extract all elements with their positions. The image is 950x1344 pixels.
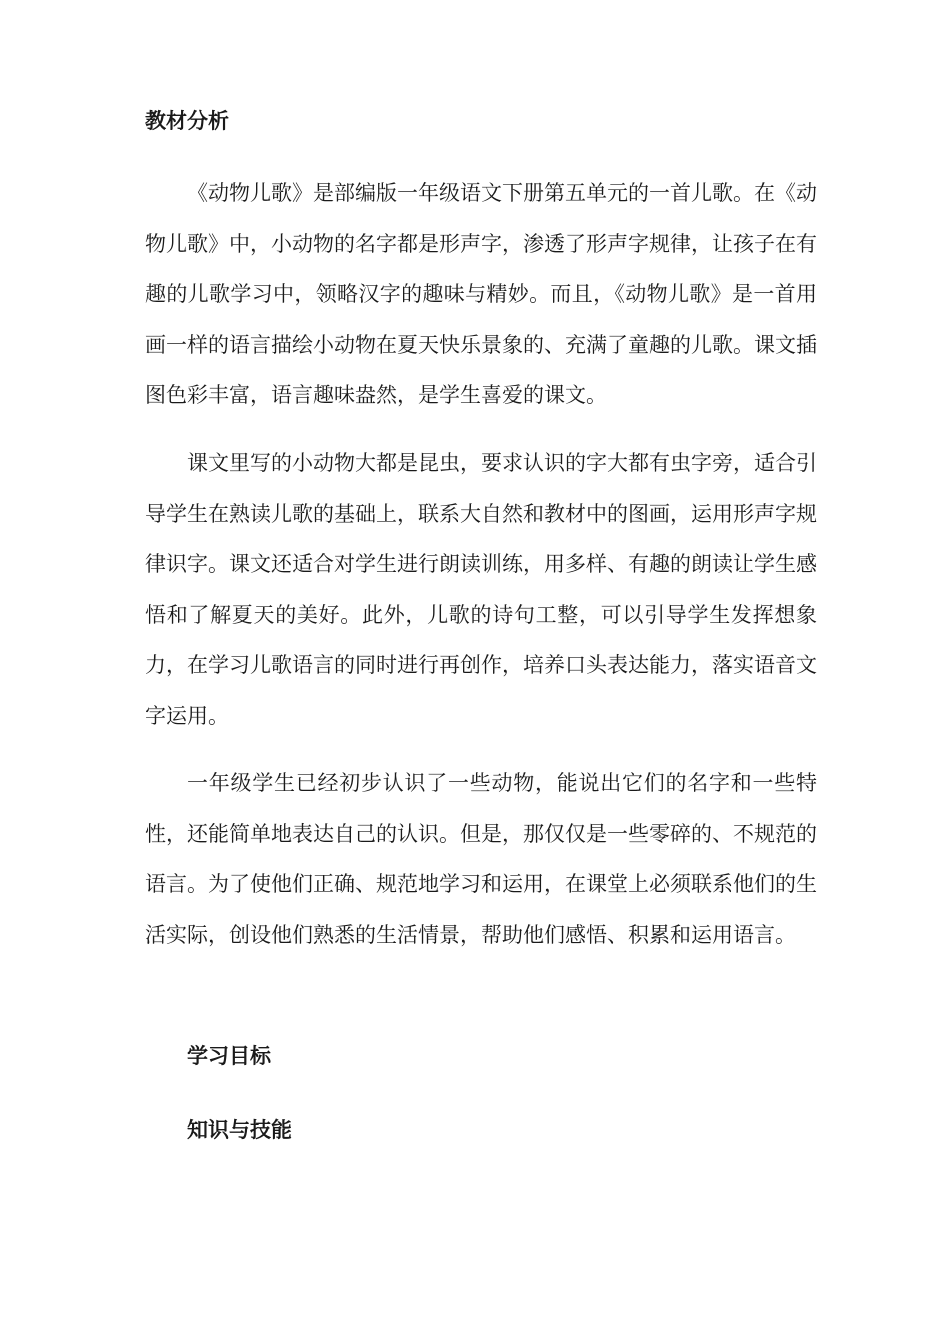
- section-heading-textbook-analysis: 教材分析: [145, 109, 229, 133]
- section-heading-knowledge-skills: 知识与技能: [187, 1118, 292, 1142]
- paragraph-teaching-approach: 课文里写的小动物大都是昆虫，要求认识的字大都有虫字旁，适合引导学生在熟读儿歌的基础上，联系大自然和教材中的图画，运用形声字规律识字。课文还适合对学生进行朗读训练，用多样、有趣的朗读让学生感悟和了解夏天的美好。此外，儿歌的诗句工整，可以引导学生发挥想象力，在学习儿歌语言的同时进行再创作，培养口头表达能力，落实语音文字运用。: [145, 451, 817, 728]
- document-page: [145, 0, 817, 1344]
- paragraph-textbook-intro: 《动物儿歌》是部编版一年级语文下册第五单元的一首儿歌。在《动物儿歌》中，小动物的名字都是形声字，渗透了形声字规律，让孩子在有趣的儿歌学习中，领略汉字的趣味与精妙。而且，《动物儿歌》是一首用画一样的语言描绘小动物在夏天快乐景象的、充满了童趣的儿歌。课文插图色彩丰富，语言趣味盎然，是学生喜爱的课文。: [145, 181, 817, 407]
- paragraph-student-analysis: 一年级学生已经初步认识了一些动物，能说出它们的名字和一些特性，还能简单地表达自己的认识。但是，那仅仅是一些零碎的、不规范的语言。为了使他们正确、规范地学习和运用，在课堂上必须联系他们的生活实际，创设他们熟悉的生活情景，帮助他们感悟、积累和运用语言。: [145, 771, 817, 947]
- section-heading-learning-goals: 学习目标: [187, 1044, 271, 1068]
